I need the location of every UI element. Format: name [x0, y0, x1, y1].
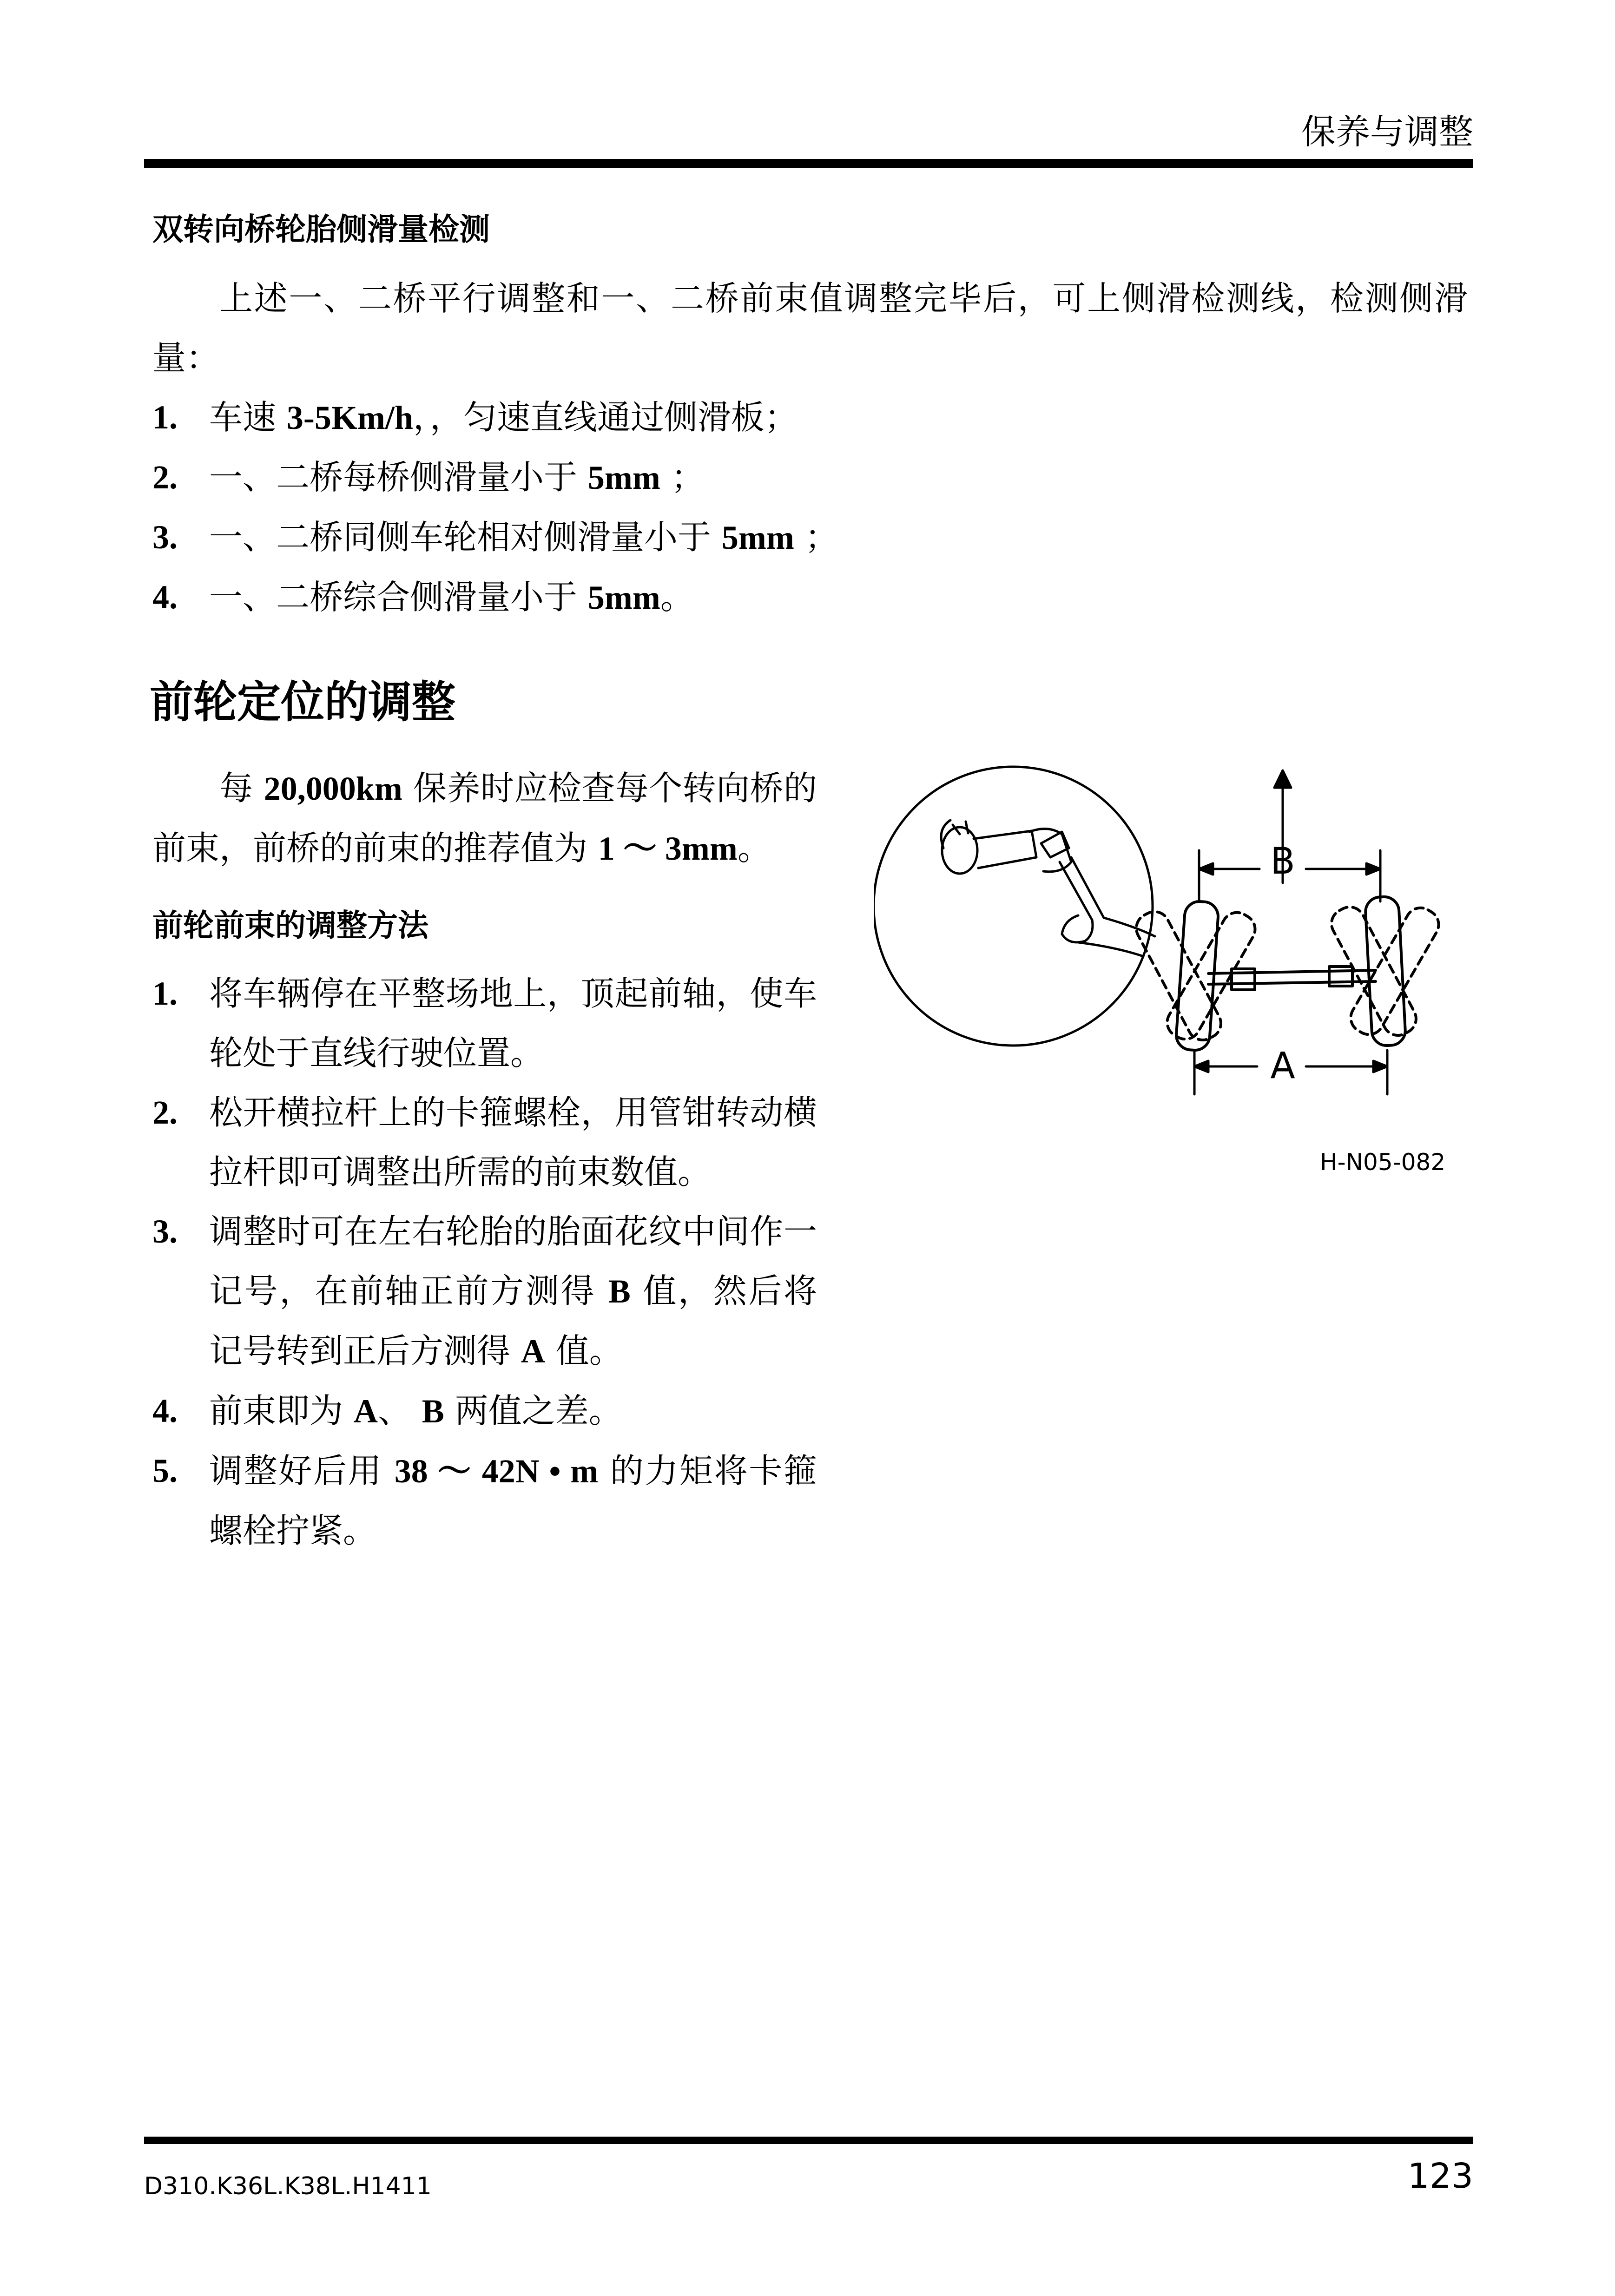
section1-intro: 上述一、二桥平行调整和一、二桥前束值调整完毕后，可上侧滑检测线，检测侧滑量：: [152, 279, 1468, 377]
list-item: 1. 将车辆停在平整场地上，顶起前轴，使车轮处于直线行驶位置。: [152, 974, 817, 1072]
list-item: 3. 调整时可在左右轮胎的胎面花纹中间作一记号，在前轴正前方测得 B 值，然后将记号转到正后方测得 A 值。: [152, 1212, 817, 1370]
tie-rod: [1208, 967, 1376, 990]
list-item: 5. 调整好后用 38 ～ 42N • m 的力矩将卡箍螺栓拧紧。: [152, 1451, 817, 1550]
section2-list: [152, 964, 817, 1560]
section1-content: [152, 269, 1468, 627]
dimension-b-label: B: [1270, 841, 1295, 882]
list-item: 2. 一、二桥每桥侧滑量小于 5mm ；: [152, 458, 705, 497]
page-number: 123: [1407, 2156, 1473, 2196]
header-rule: [144, 159, 1473, 168]
section2-content: [152, 758, 817, 1560]
section-heading-side-slip: 双转向桥轮胎侧滑量检测: [152, 211, 490, 247]
list-item: 2. 松开横拉杆上的卡箍螺栓，用管钳转动横拉杆即可调整出所需的前束数值。: [152, 1093, 817, 1191]
list-item: 4. 前束即为 A、 B 两值之差。: [152, 1391, 622, 1430]
figure-label: H-N05-082: [1320, 1149, 1446, 1176]
pipe-wrench-icon: [941, 820, 1155, 956]
list-item: 1. 车速 3-5Km/h，，匀速直线通过侧滑板；: [152, 398, 798, 437]
subheading-toe-in: 前轮前束的调整方法: [152, 908, 428, 943]
dimension-a-label: A: [1270, 1045, 1295, 1087]
detail-magnifier-circle: [874, 767, 1153, 1046]
section1-list: [152, 388, 1468, 627]
toe-in-diagram: [874, 762, 1469, 1143]
list-item: 4. 一、二桥综合侧滑量小于 5mm。: [152, 578, 694, 617]
footer-rule: [144, 2137, 1473, 2144]
footer-doc-code: D310.K36L.K38L.H1411: [144, 2172, 432, 2200]
section2-intro: 每 20,000km 保养时应检查每个转向桥的前束，前桥的前束的推荐值为 1 ～ 3mm。: [152, 769, 817, 868]
section-heading-wheel-alignment: 前轮定位的调整: [150, 677, 456, 728]
header-title: 保养与调整: [1301, 112, 1473, 152]
list-item: 3. 一、二桥同侧车轮相对侧滑量小于 5mm ；: [152, 518, 838, 557]
